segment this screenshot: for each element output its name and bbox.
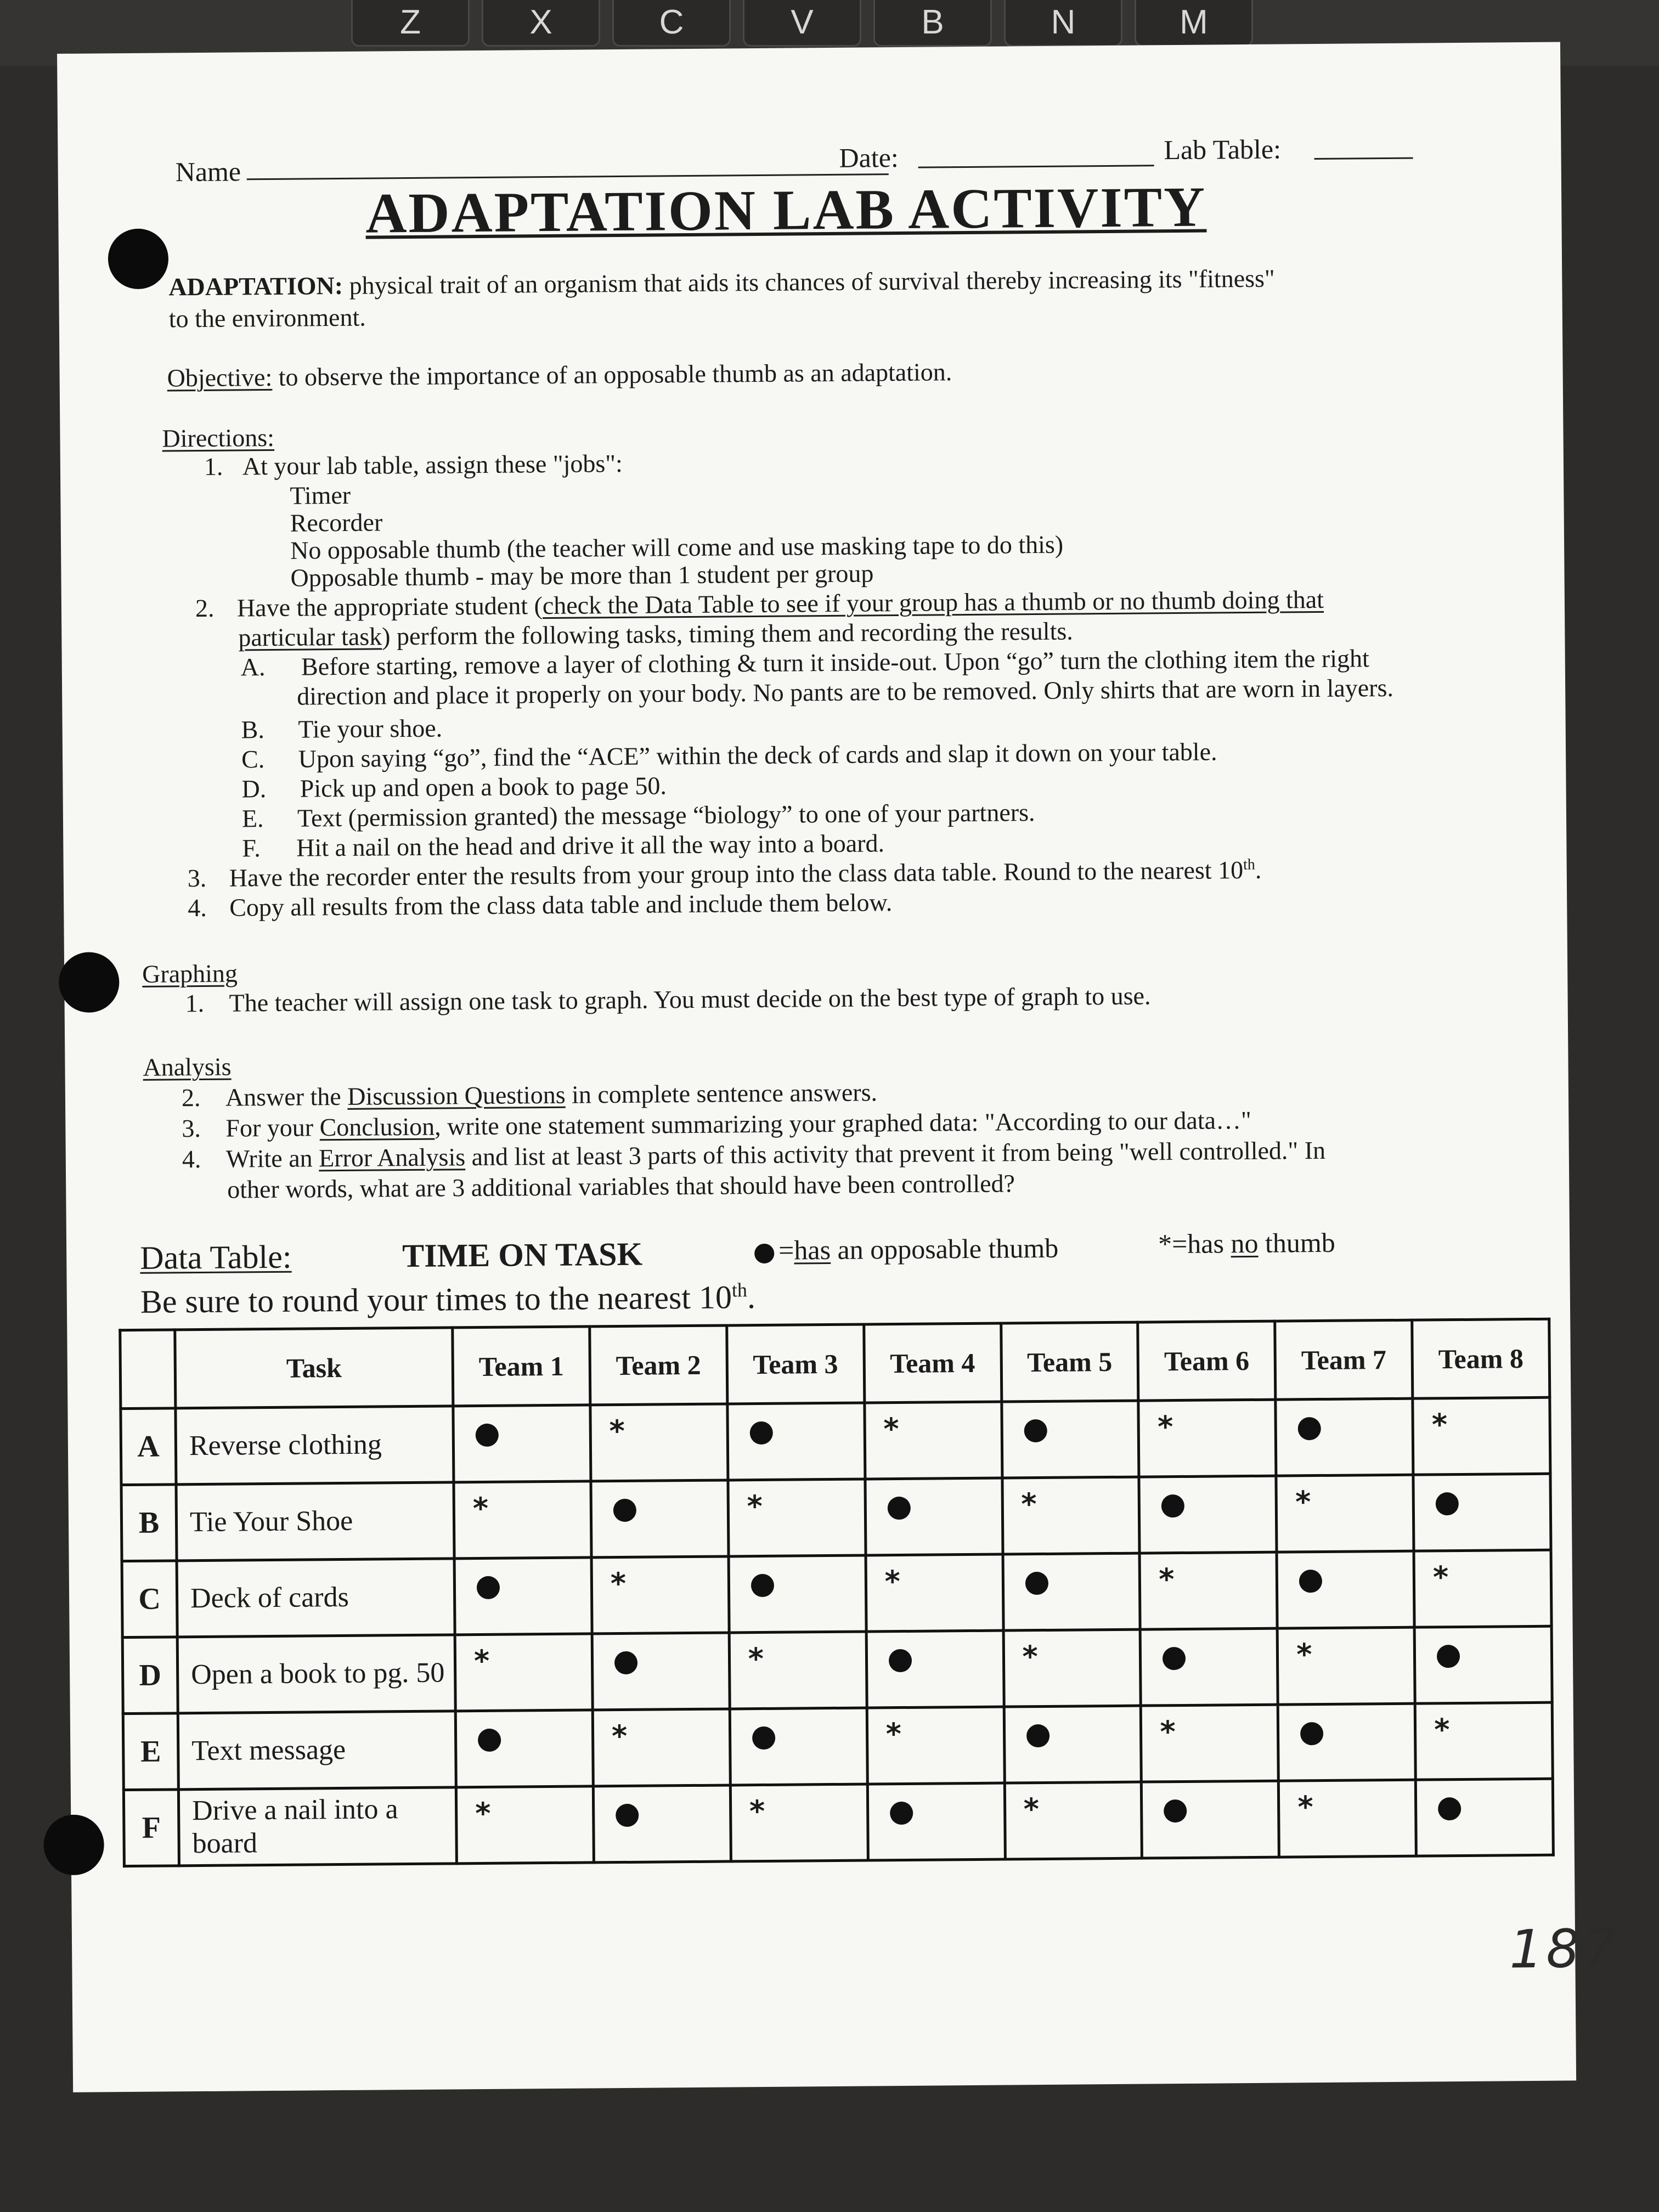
table-row <box>121 1397 1550 1485</box>
thumb-dot-icon <box>613 1499 636 1522</box>
data-table-label: Data Table: <box>139 1238 292 1276</box>
time-cell[interactable] <box>591 1556 729 1634</box>
step-text: Copy all results from the class data table and include them below. <box>229 888 893 922</box>
thumb-dot-icon <box>1300 1722 1323 1745</box>
time-cell[interactable] <box>1004 1706 1142 1783</box>
header-team: Team 1 <box>453 1327 590 1406</box>
thumb-dot-icon <box>1164 1799 1187 1822</box>
time-cell[interactable] <box>1276 1398 1413 1476</box>
no-thumb-star-icon: * <box>1022 1639 1038 1674</box>
data-table <box>119 1318 1555 1867</box>
table-row <box>121 1474 1551 1561</box>
row-letter: D <box>122 1637 178 1714</box>
thumb-dot-icon <box>476 1424 499 1447</box>
no-thumb-star-icon: * <box>748 1641 764 1677</box>
no-thumb-star-icon: * <box>472 1491 489 1526</box>
time-cell[interactable] <box>1142 1781 1279 1858</box>
time-cell[interactable] <box>867 1707 1005 1784</box>
page-number: 187 <box>1509 1917 1620 1980</box>
job-item: Opposable thumb - may be more than 1 student per group <box>290 559 874 592</box>
thumb-dot-icon <box>1163 1647 1186 1670</box>
time-cell[interactable] <box>1141 1705 1279 1782</box>
row-task-name: Open a book to pg. 50 <box>177 1635 455 1713</box>
legend-dot-icon <box>754 1243 774 1263</box>
task-text: Pick up and open a book to page 50. <box>300 771 667 803</box>
task-text: Hit a nail on the head and drive it all the way into a board. <box>296 829 885 862</box>
no-thumb-star-icon: * <box>749 1793 765 1829</box>
thumb-dot-icon <box>890 1802 913 1825</box>
time-cell[interactable] <box>1005 1782 1142 1859</box>
thumb-dot-icon <box>752 1726 775 1750</box>
no-thumb-star-icon: * <box>1157 1409 1173 1444</box>
task-letter: A. <box>240 653 266 681</box>
step-text-underlined: particular task <box>238 622 382 652</box>
row-task-name: Reverse clothing <box>176 1406 454 1485</box>
job-item: Recorder <box>290 508 383 537</box>
thumb-dot-icon <box>478 1729 501 1752</box>
job-item: Timer <box>290 481 351 510</box>
task-letter: B. <box>241 715 265 744</box>
key-z: Z <box>351 0 470 47</box>
no-thumb-star-icon: * <box>609 1413 625 1449</box>
time-cell[interactable] <box>1003 1629 1141 1707</box>
no-thumb-star-icon: * <box>1434 1712 1450 1747</box>
time-cell[interactable] <box>593 1785 731 1863</box>
no-thumb-star-icon: * <box>747 1488 763 1524</box>
no-thumb-star-icon: * <box>1021 1487 1037 1522</box>
job-item: No opposable thumb (the teacher will come and use masking tape to do this) <box>290 530 1064 565</box>
time-cell[interactable] <box>455 1710 593 1787</box>
step-number: 1. <box>204 452 223 481</box>
thumb-dot-icon <box>1025 1572 1048 1595</box>
legend-dot-text: an opposable thumb <box>830 1232 1059 1265</box>
legend-star-text: *=has <box>1158 1228 1231 1260</box>
analysis-text: Write an <box>225 1144 319 1173</box>
legend-star-no: no <box>1231 1227 1259 1259</box>
no-thumb-star-icon: * <box>1023 1792 1040 1827</box>
table-header-row <box>120 1319 1550 1408</box>
thumb-dot-icon <box>1436 1492 1459 1515</box>
time-cell[interactable] <box>1414 1626 1552 1703</box>
no-thumb-star-icon: * <box>473 1643 490 1679</box>
time-cell[interactable] <box>1413 1474 1551 1551</box>
time-cell[interactable] <box>592 1633 730 1710</box>
row-letter: A <box>121 1408 176 1485</box>
table-row <box>122 1550 1551 1637</box>
key-c: C <box>612 0 731 47</box>
key-b: B <box>873 0 992 47</box>
no-thumb-star-icon: * <box>1431 1407 1448 1442</box>
punch-hole-top <box>108 228 169 289</box>
time-cell[interactable] <box>1139 1552 1277 1629</box>
key-n: N <box>1004 0 1122 47</box>
analysis-link: Conclusion <box>319 1112 435 1142</box>
lab-table-blank[interactable] <box>1314 157 1413 160</box>
analysis-text: , write one statement summarizing your graphed data: "According to our data…" <box>434 1105 1252 1141</box>
analysis-text: in complete sentence answers. <box>565 1078 878 1109</box>
task-text: Upon saying “go”, find the “ACE” within the deck of cards and slap it down on your table. <box>298 737 1217 773</box>
objective-label: Objective: <box>167 363 273 392</box>
step-number: 4. <box>182 1145 201 1173</box>
thumb-dot-icon <box>477 1576 500 1599</box>
time-cell[interactable] <box>453 1405 591 1482</box>
time-cell[interactable] <box>592 1709 730 1786</box>
key-v: V <box>743 0 861 47</box>
thumb-dot-icon <box>1026 1724 1049 1747</box>
time-cell[interactable] <box>866 1630 1004 1708</box>
table-row <box>123 1779 1553 1866</box>
time-cell[interactable] <box>1413 1397 1550 1475</box>
time-cell[interactable] <box>456 1786 594 1864</box>
row-letter: B <box>121 1485 177 1561</box>
definition-term: ADAPTATION: <box>168 271 343 301</box>
time-cell[interactable] <box>727 1403 865 1480</box>
table-row <box>122 1626 1552 1713</box>
time-cell[interactable] <box>1002 1477 1139 1554</box>
header-letter-cell <box>120 1330 176 1409</box>
row-task-name: Drive a nail into a board <box>178 1787 456 1866</box>
row-letter: E <box>123 1713 178 1790</box>
time-cell[interactable] <box>730 1784 868 1861</box>
step-text: ) perform the following tasks, timing them and recording the results. <box>381 617 1073 651</box>
analysis-text: For your <box>225 1113 320 1142</box>
time-cell[interactable] <box>866 1554 1003 1632</box>
time-cell[interactable] <box>455 1634 592 1711</box>
no-thumb-star-icon: * <box>1296 1637 1312 1672</box>
task-letter: D. <box>241 775 267 803</box>
time-cell[interactable] <box>1278 1703 1415 1781</box>
no-thumb-star-icon: * <box>1297 1790 1313 1825</box>
time-cell[interactable] <box>1277 1551 1414 1628</box>
analysis-label: Analysis <box>143 1052 232 1081</box>
thumb-dot-icon <box>889 1649 912 1672</box>
superscript: th <box>731 1279 748 1301</box>
time-cell[interactable] <box>730 1708 867 1785</box>
name-label: Name <box>175 156 241 188</box>
time-cell[interactable] <box>865 1478 1003 1555</box>
step-number: 3. <box>182 1114 201 1143</box>
no-thumb-star-icon: * <box>1160 1714 1176 1750</box>
thumb-dot-icon <box>614 1651 637 1674</box>
time-cell[interactable] <box>1003 1553 1141 1630</box>
step-text-underlined: check the Data Table to see if your group has a thumb or no thumb doing that <box>542 585 1324 620</box>
graphing-label: Graphing <box>142 959 238 988</box>
time-cell[interactable] <box>1414 1550 1551 1627</box>
thumb-dot-icon <box>751 1574 774 1597</box>
no-thumb-star-icon: * <box>1295 1485 1311 1520</box>
row-task-name: Text message <box>178 1711 456 1790</box>
thumb-dot-icon <box>1299 1570 1322 1593</box>
step-text: At your lab table, assign these "jobs": <box>242 449 623 481</box>
time-cell[interactable] <box>1276 1475 1414 1552</box>
header-team: Team 4 <box>864 1323 1001 1403</box>
graphing-text: The teacher will assign one task to graph. You must decide on the best type of graph to use. <box>229 981 1151 1017</box>
legend-dot-has: has <box>794 1234 831 1266</box>
time-cell[interactable] <box>729 1555 866 1633</box>
key-m: M <box>1135 0 1253 47</box>
table-row <box>123 1702 1553 1790</box>
time-cell[interactable] <box>1138 1400 1276 1477</box>
header-task: Task <box>175 1328 453 1408</box>
task-text: Tie your shoe. <box>298 714 443 743</box>
row-task-name: Tie Your Shoe <box>176 1482 454 1561</box>
legend-star-text: thumb <box>1258 1227 1335 1259</box>
punch-hole-middle <box>59 952 120 1013</box>
step-number: 1. <box>185 989 205 1018</box>
row-task-name: Deck of cards <box>177 1559 455 1637</box>
task-letter: C. <box>241 745 265 774</box>
superscript: th <box>1243 856 1255 873</box>
step-number: 4. <box>188 893 207 922</box>
thumb-dot-icon <box>1024 1419 1047 1442</box>
header-team: Team 2 <box>590 1325 727 1405</box>
time-cell[interactable] <box>1140 1628 1278 1706</box>
no-thumb-star-icon: * <box>884 1564 901 1599</box>
step-text: Have the appropriate student ( <box>236 591 543 622</box>
thumb-dot-icon <box>887 1497 910 1520</box>
header-team: Team 8 <box>1412 1319 1550 1398</box>
time-cell[interactable] <box>1277 1627 1415 1705</box>
row-letter: C <box>122 1561 177 1638</box>
time-cell[interactable] <box>590 1404 728 1481</box>
objective-text: to observe the importance of an opposable thumb as an adaptation. <box>278 358 952 391</box>
task-letter: E. <box>241 804 264 833</box>
header-team: Team 6 <box>1138 1321 1276 1401</box>
header-team: Team 7 <box>1275 1320 1413 1400</box>
date-blank[interactable] <box>918 165 1154 168</box>
no-thumb-star-icon: * <box>885 1717 902 1752</box>
task-text: Before starting, remove a layer of clothing & turn it inside-out. Upon “go” turn the clothing item the right <box>301 644 1370 681</box>
analysis-link: Error Analysis <box>318 1143 466 1172</box>
time-cell[interactable] <box>864 1402 1002 1479</box>
page-title: ADAPTATION LAB ACTIVITY <box>365 175 1207 245</box>
worksheet-paper: Name Date: Lab Table: ADAPTATION LAB ACTIVITY ADAPTATION: physical trait of an organism that aids its chances of survival thereby increasing its "fitness" to the environment. Objective: to observe the importance of an opposable thumb as an adaptation. Directions: 1. At your lab table, assign these "jobs": Timer Recorder No opposable thumb (the teacher will come and use masking tape to do this) Opposable thumb - may be more than 1 student per group 2. Have the appropriate student (check the Data Table to see if your group has a thumb or no thumb doing that particular task) perform the following tasks, timing them and recording the results. A. Before starting, remove a layer of clothing & turn it inside-out. Upon “go” turn the clothing item the right direction and place it properly on your body. No pants are to be removed. Only shirts that are worn in layers. B. Tie your shoe. C. Upon saying “go”, find the “ACE” within the deck of cards and slap it down on your table. D. Pick up and open a book to page 50. E. Text (permission granted) the message “biology” to one of your partners. F. Hit a nail on the head and drive it all the way into a board. 3. Have the recorder enter the results from your group into the class data table. Round to the nearest 10th. 4. Copy all results from the class data table and include them below. Graphing 1. The teacher will assign one task to graph. You must decide on the best type of graph to use. Analysis 2. Answer the Discussion Questions in complete sentence answers. 3. For your Conclusion, write one statement summarizing your graphed data: "According to our data…" 4. Write an Error Analysis and list at least 3 parts of this activity that prevent it from being "well controlled." In other words, what are 3 additional variables that should have been controlled? Data Table: TIME ON TASK =has an opposable thumb *=has no thumb Be sure to round your times to the nearest 10th. Task Team 1 Team 2 Team 3 Team 4 Team 5 Team 6 Team 7 Team 8 A Reverse clothing * * * * B Tie Your Shoe * * * * C Deck of cards * * * * D Open a book to pg. 50 * * * * E Text message * * * * F Drive a nail into a board * * * * 187 <box>57 42 1576 2092</box>
date-label: Date: <box>839 142 899 173</box>
time-cell[interactable] <box>729 1632 867 1709</box>
directions-label: Directions: <box>162 423 275 453</box>
step-number: 2. <box>181 1084 201 1112</box>
step-number: 3. <box>187 864 207 893</box>
definition-text: physical trait of an organism that aids its chances of survival thereby increasing its "fitness" <box>349 264 1275 300</box>
task-text: direction and place it properly on your body. No pants are to be removed. Only shirts that are worn in layers. <box>297 673 1394 710</box>
header-team: Team 5 <box>1001 1322 1138 1402</box>
time-cell[interactable] <box>1415 1702 1553 1780</box>
no-thumb-star-icon: * <box>1159 1562 1175 1597</box>
time-cell[interactable] <box>1001 1401 1139 1478</box>
row-letter: F <box>123 1790 179 1866</box>
analysis-link: Discussion Questions <box>347 1080 566 1110</box>
time-cell[interactable] <box>1415 1779 1553 1856</box>
punch-hole-bottom <box>43 1814 104 1875</box>
lab-table-label: Lab Table: <box>1164 133 1282 166</box>
no-thumb-star-icon: * <box>611 1718 628 1754</box>
step-text: Have the recorder enter the results from your group into the class data table. Round to the nearest 10 <box>229 856 1244 892</box>
time-cell[interactable] <box>1279 1780 1417 1857</box>
time-cell[interactable] <box>591 1480 729 1558</box>
thumb-dot-icon <box>749 1421 772 1444</box>
analysis-text: Answer the <box>225 1082 348 1111</box>
thumb-dot-icon <box>1298 1417 1321 1440</box>
key-x: X <box>482 0 600 47</box>
step-number: 2. <box>195 594 215 623</box>
analysis-text: and list at least 3 parts of this activity that prevent it from being "well controlled." In <box>465 1136 1326 1171</box>
time-cell[interactable] <box>1139 1476 1277 1553</box>
time-cell[interactable] <box>728 1479 866 1556</box>
header-team: Team 3 <box>726 1324 864 1404</box>
no-thumb-star-icon: * <box>883 1412 899 1447</box>
definition-text-cont: to the environment. <box>168 303 366 333</box>
analysis-text: other words, what are 3 additional variables that should have been controlled? <box>227 1169 1015 1204</box>
time-cell[interactable] <box>454 1558 592 1635</box>
thumb-dot-icon <box>1438 1797 1461 1820</box>
thumb-dot-icon <box>1437 1645 1460 1668</box>
thumb-dot-icon <box>616 1804 639 1827</box>
data-table-heading: TIME ON TASK <box>402 1235 643 1274</box>
no-thumb-star-icon: * <box>1432 1560 1449 1595</box>
no-thumb-star-icon: * <box>475 1796 491 1831</box>
task-text: Text (permission granted) the message “biology” to one of your partners. <box>297 798 1035 832</box>
time-cell[interactable] <box>454 1481 591 1559</box>
no-thumb-star-icon: * <box>610 1566 627 1601</box>
legend-dot-equals: = <box>778 1234 794 1266</box>
thumb-dot-icon <box>1161 1494 1184 1517</box>
time-cell[interactable] <box>867 1783 1005 1860</box>
round-note-end: . <box>747 1279 756 1316</box>
task-letter: F. <box>242 834 261 862</box>
round-note: Be sure to round your times to the nearest 10 <box>140 1279 732 1320</box>
